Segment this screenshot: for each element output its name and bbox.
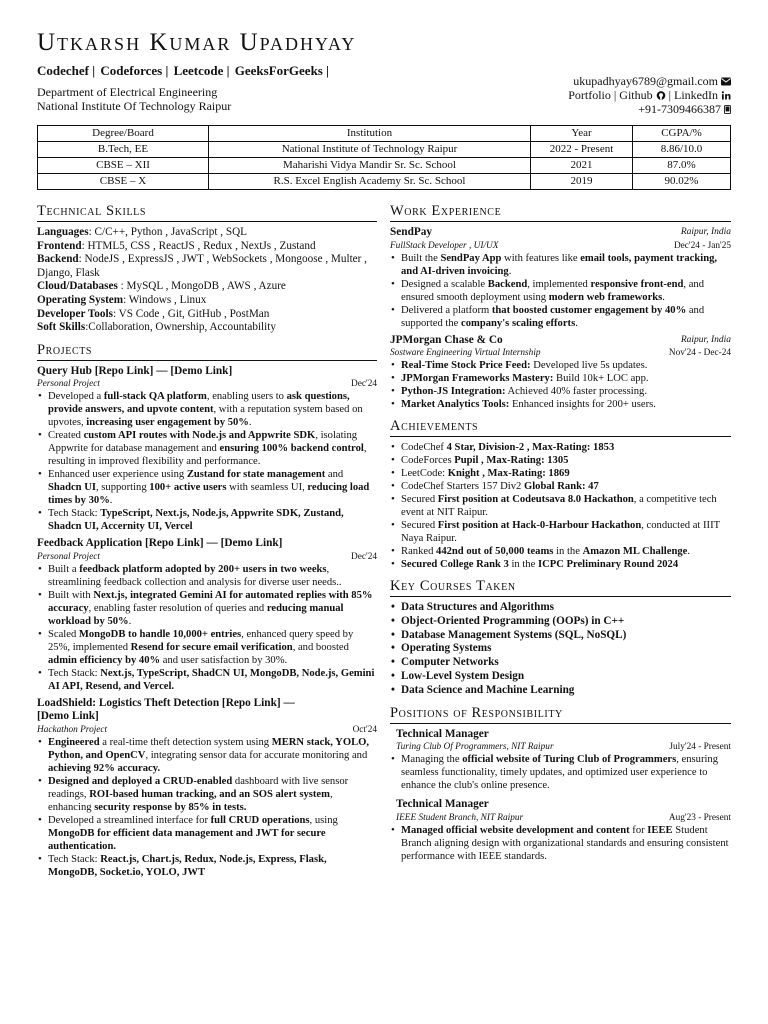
cell-cgpa: 8.86/10.0 (633, 142, 731, 158)
list-item: • Managing the official website of Turing Club of Programmers, ensuring seamless functionality, timely updates, and optimized user experience to enhance the club's online presence. (390, 753, 731, 792)
list-item: • Computer Networks (390, 656, 731, 670)
contact-info (568, 74, 731, 116)
list-item: • Real-Time Stock Price Feed: Developed live 5s updates. (390, 359, 731, 372)
envelope-icon (721, 77, 731, 86)
achievements-section (390, 418, 731, 571)
company-name: SendPay (390, 226, 433, 238)
position-role: Technical Manager (396, 727, 489, 740)
list-item: • Low-Level System Design (390, 670, 731, 684)
position-role: Technical Manager (396, 798, 489, 811)
email-link[interactable]: ukupadhyay6789@gmail.com (573, 74, 718, 88)
list-item: • JPMorgan Frameworks Mastery: Build 10k+ LOC app. (390, 372, 731, 385)
job-meta: Sostware Engineering Virtual Internship Nov'24 - Dec-24 (390, 348, 731, 358)
project-meta: Hackathon Project Oct'24 (37, 724, 377, 735)
list-item: • CodeChef 4 Star, Division-2 , Max-Rating: 1853 (390, 441, 731, 454)
list-item: • Managed official website development and content for IEEE Student Branch aligning design with organizational standards and ensuring consistent performance with IEEE standards. (390, 824, 731, 863)
technical-skills-section (37, 203, 377, 335)
position-meta: Turing Club Of Programmers, NIT Raipur July'24 - Present (396, 742, 731, 753)
job-bullets (390, 252, 731, 330)
position-meta: IEEE Student Branch, NIT Raipur Aug'23 - Present (396, 812, 731, 823)
job-bullets (390, 359, 731, 411)
geeksforgeeks-link[interactable]: GeeksForGeeks | (234, 63, 329, 78)
cell-institution: Maharishi Vidya Mandir Sr. Sc. School (209, 158, 531, 174)
project-bullets (37, 390, 377, 533)
list-item: • Developed a full-stack QA platform, enabling users to ask questions, provide answers, and upvote content, with a reputation system based on upvotes, increasing user engagement by 50%. (37, 390, 377, 429)
profile-links (37, 63, 331, 79)
section-title: Positions of Responsibility (390, 705, 731, 724)
cell-degree: CBSE – X (38, 174, 209, 190)
skill-row: Backend: NodeJS , ExpressJS , JWT , WebSockets , Mongoose , Multer , Django, Flask (37, 253, 367, 279)
table-row (38, 158, 731, 174)
linkedin-link[interactable]: | LinkedIn (668, 88, 718, 102)
list-item: • Secured First position at Codeutsava 8.0 Hackathon, a competitive tech event at NIT Raipur. (390, 493, 731, 519)
course-list (390, 601, 731, 698)
job-header (390, 334, 731, 348)
skill-row: Soft Skills:Collaboration, Ownership, Accountability (37, 321, 276, 334)
education-table (37, 125, 731, 190)
col-cgpa: CGPA/% (633, 126, 731, 142)
list-item: • Tech Stack: React.js, Chart.js, Redux, Node.js, Express, Flask, MongoDB, Socket.io, YOLO, JWT (37, 853, 377, 879)
skill-row: Cloud/Databases : MySQL , MongoDB , AWS , Azure (37, 280, 286, 293)
candidate-name: Utkarsh Kumar Upadhyay (37, 29, 357, 56)
list-item: • Scaled MongoDB to handle 10,000+ entries, enhanced query speed by 25%, implemented Resend for secure email verification, and boosted admin efficiency by 40% and user satisfaction by 30%. (37, 628, 377, 667)
cell-institution: R.S. Excel English Academy Sr. Sc. School (209, 174, 531, 190)
project-title[interactable]: Feedback Application [Repo Link] — [Demo Link] (37, 537, 283, 550)
skill-row: Frontend: HTML5, CSS , ReactJS , Redux , NextJs , Zustand (37, 239, 316, 252)
project-meta: Personal Project Dec'24 (37, 551, 377, 562)
list-item: • Tech Stack: TypeScript, Next.js, Node.js, Appwrite SDK, Zustand, Shadcn UI, Accernity UI, Vercel (37, 507, 377, 533)
cell-degree: B.Tech, EE (38, 142, 209, 158)
list-item: • Secured First position at Hack-0-Harbour Hackathon, conducted at IIIT Naya Raipur. (390, 519, 731, 545)
list-item: • CodeForces Pupil , Max-Rating: 1305 (390, 454, 731, 467)
right-column (390, 203, 731, 870)
project-meta: Personal Project Dec'24 (37, 379, 377, 390)
cell-degree: CBSE – XII (38, 158, 209, 174)
positions-section (390, 705, 731, 863)
list-item: • Data Science and Machine Learning (390, 684, 731, 698)
resume-header (37, 29, 731, 116)
section-title: Technical Skills (37, 203, 377, 222)
list-item: • Operating Systems (390, 642, 731, 656)
job-location: Raipur, India (680, 227, 731, 237)
list-item: • Designed a scalable Backend, implemented responsive front-end, and ensured smooth deployment using modern web frameworks. (390, 278, 731, 304)
cell-institution: National Institute of Technology Raipur (209, 142, 531, 158)
list-item: • Market Analytics Tools: Enhanced insights for 200+ users. (390, 398, 731, 411)
table-row (38, 174, 731, 190)
list-item: • Built a feedback platform adopted by 200+ users in two weeks, streamlining feedback collection and analysis for diverse user needs.. (37, 563, 377, 589)
cell-year: 2021 (531, 158, 633, 174)
list-item: • Database Management Systems (SQL, NoSQL) (390, 629, 731, 643)
phone-line (568, 102, 731, 116)
col-institution: Institution (209, 126, 531, 142)
left-column (37, 203, 377, 886)
codeforces-link[interactable]: Codeforces | (100, 63, 169, 78)
list-item: • Ranked 442nd out of 50,000 teams in the Amazon ML Challenge. (390, 545, 731, 558)
section-title: Achievements (390, 418, 731, 437)
links-line (568, 88, 731, 102)
cell-cgpa: 90.02% (633, 174, 731, 190)
col-year: Year (531, 126, 633, 142)
work-experience-section (390, 203, 731, 411)
leetcode-link[interactable]: Leetcode | (173, 63, 230, 78)
skill-row: Developer Tools: VS Code , Git, GitHub , PostMan (37, 307, 270, 320)
list-item: • Python-JS Integration: Achieved 40% faster processing. (390, 385, 731, 398)
affiliation (37, 85, 231, 113)
list-item: • Developed a streamlined interface for full CRUD operations, using MongoDB for efficient data management and JWT for secure authentication. (37, 814, 377, 853)
list-item: • CodeChef Starters 157 Div2 Global Rank: 47 (390, 480, 731, 493)
job-meta: FullStack Developer , UI/UX Dec'24 - Jan'25 (390, 240, 731, 251)
table-row (38, 142, 731, 158)
company-name: JPMorgan Chase & Co (390, 333, 503, 346)
linkedin-icon (721, 91, 731, 100)
list-item: • Created custom API routes with Node.js and Appwrite SDK, isolating Appwrite for database management and ensuring 100% backend control, resulting in improved flexibility and performance. (37, 429, 377, 468)
portfolio-github-links[interactable]: Portfolio | Github (568, 88, 653, 102)
list-item: • Secured College Rank 3 in the ICPC Preliminary Round 2024 (390, 558, 731, 571)
skill-row: Operating System: Windows , Linux (37, 293, 207, 306)
institute: National Institute Of Technology Raipur (37, 99, 232, 113)
section-title: Projects (37, 342, 377, 361)
phone-icon (724, 105, 731, 114)
project-title[interactable]: Query Hub [Repo Link] — [Demo Link] (37, 364, 233, 377)
position-bullets (390, 824, 731, 863)
job-header (390, 226, 731, 240)
cell-year: 2019 (531, 174, 633, 190)
position-bullets (390, 753, 731, 792)
list-item: • Designed and deployed a CRUD-enabled dashboard with live sensor readings, ROI-based human tracking, and an SOS alert system, enhancing security response by 85% in tests. (37, 775, 377, 814)
projects-section (37, 342, 377, 879)
skill-row: Languages: C/C++, Python , JavaScript , SQL (37, 226, 247, 238)
col-degree: Degree/Board (38, 126, 209, 142)
job-location: Raipur, India (680, 334, 731, 345)
project-bullets (37, 563, 377, 693)
project-bullets (37, 736, 377, 879)
list-item: • Built the SendPay App with features like email tools, payment tracking, and AI-driven invoicing. (390, 252, 731, 278)
codechef-link[interactable]: Codechef | (37, 63, 96, 78)
list-item: • Delivered a platform that boosted customer engagement by 40% and supported the company's scaling efforts. (390, 304, 731, 330)
list-item: • Tech Stack: Next.js, TypeScript, ShadCN UI, MongoDB, Node.js, Gemini AI API, Resend, and Vercel. (37, 667, 377, 693)
list-item: • Built with Next.js, integrated Gemini AI for automated replies with 85% accuracy, enabling faster resolution of queries and reducing manual workload by 50%. (37, 589, 377, 628)
education-header-row (38, 126, 731, 142)
list-item: • LeetCode: Knight , Max-Rating: 1869 (390, 467, 731, 480)
key-courses-section (390, 578, 731, 698)
cell-year: 2022 - Present (531, 142, 633, 158)
list-item: • Data Structures and Algorithms (390, 601, 731, 615)
list-item: • Object-Oriented Programming (OOPs) in C++ (390, 615, 731, 629)
cell-cgpa: 87.0% (633, 158, 731, 174)
section-title: Work Experience (390, 203, 731, 222)
section-title: Key Courses Taken (390, 578, 731, 597)
project-title[interactable]: LoadShield: Logistics Theft Detection [Repo Link] — [Demo Link] (37, 696, 295, 723)
list-item: • Engineered a real-time theft detection system using MERN stack, YOLO, Python, and OpenCV, integrating sensor data for accurate monitoring and achieving 92% accuracy. (37, 736, 377, 775)
list-item: • Enhanced user experience using Zustand for state management and Shadcn UI, supporting 100+ active users with seamless UI, reducing load times by 30%. (37, 468, 377, 507)
email-line (568, 74, 731, 88)
phone-number[interactable]: +91-7309466387 (638, 102, 721, 116)
achievement-list (390, 441, 731, 571)
github-icon (656, 91, 666, 100)
department: Department of Electrical Engineering (37, 85, 218, 99)
